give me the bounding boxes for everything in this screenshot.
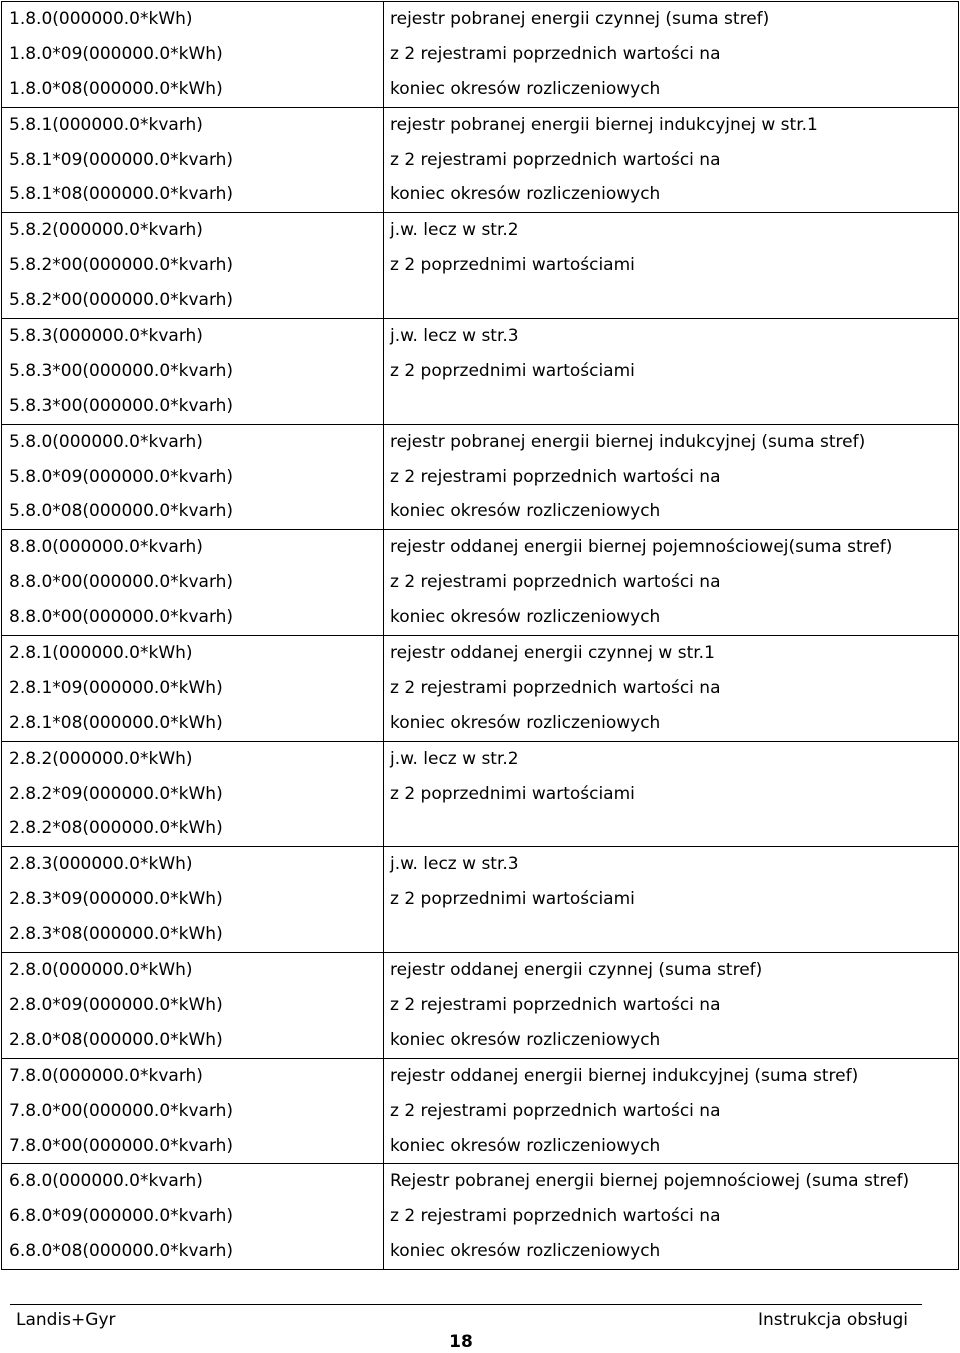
register-description-cell xyxy=(384,2,959,108)
register-code: 7.8.0(000000.0*kvarh) xyxy=(9,1065,203,1086)
register-code: 6.8.0*09(000000.0*kvarh) xyxy=(9,1206,234,1227)
table-row xyxy=(2,636,959,742)
register-description-cell xyxy=(384,107,959,213)
register-code: 5.8.0(000000.0*kvarh) xyxy=(9,431,203,452)
register-table-body xyxy=(2,2,959,1270)
register-code: 5.8.1*09(000000.0*kvarh) xyxy=(9,149,234,170)
register-description: koniec okresów rozliczeniowych xyxy=(390,78,661,99)
table-row xyxy=(2,424,959,530)
register-description: rejestr oddanej energii czynnej w str.1 xyxy=(390,643,715,664)
register-codes-cell xyxy=(2,1164,384,1270)
register-description-cell xyxy=(384,424,959,530)
register-code: 2.8.1*08(000000.0*kWh) xyxy=(9,712,223,733)
register-code: 2.8.0(000000.0*kWh) xyxy=(9,960,193,981)
register-description: j.w. lecz w str.2 xyxy=(390,748,519,769)
register-code: 8.8.0*00(000000.0*kvarh) xyxy=(9,572,234,593)
register-description-cell xyxy=(384,953,959,1059)
register-description-cell xyxy=(384,636,959,742)
register-description: z 2 poprzednimi wartościami xyxy=(390,360,635,381)
register-code: 5.8.2(000000.0*kvarh) xyxy=(9,220,203,241)
register-code: 2.8.3(000000.0*kWh) xyxy=(9,854,193,875)
register-code: 1.8.0(000000.0*kWh) xyxy=(9,9,193,29)
register-code: 6.8.0(000000.0*kvarh) xyxy=(9,1171,203,1192)
table-row xyxy=(2,1058,959,1164)
register-description xyxy=(384,389,958,424)
register-code: 6.8.0*08(000000.0*kvarh) xyxy=(9,1241,234,1262)
footer-document-title: Instrukcja obsługi xyxy=(758,1310,908,1330)
table-row xyxy=(2,2,959,108)
register-description: z 2 poprzednimi wartościami xyxy=(390,889,635,910)
register-description: rejestr pobranej energii biernej indukcyjnej w str.1 xyxy=(390,114,818,135)
register-description: z 2 poprzednimi wartościami xyxy=(390,783,635,804)
register-description: koniec okresów rozliczeniowych xyxy=(390,607,661,628)
register-code: 2.8.2*08(000000.0*kWh) xyxy=(9,818,223,839)
register-code: 5.8.1*08(000000.0*kvarh) xyxy=(9,184,234,205)
register-description: z 2 rejestrami poprzednich wartości na xyxy=(390,466,721,487)
register-code: 1.8.0*08(000000.0*kWh) xyxy=(9,78,223,99)
register-description: rejestr pobranej energii biernej indukcyjnej (suma stref) xyxy=(390,431,866,452)
register-description: koniec okresów rozliczeniowych xyxy=(390,184,661,205)
register-description: z 2 poprzednimi wartościami xyxy=(390,255,635,276)
register-description: rejestr oddanej energii biernej pojemnościowej(suma stref) xyxy=(390,537,893,558)
register-description: koniec okresów rozliczeniowych xyxy=(390,1029,661,1050)
register-codes-cell xyxy=(2,319,384,425)
table-row xyxy=(2,213,959,319)
register-description: rejestr pobranej energii czynnej (suma stref) xyxy=(390,9,770,29)
register-code: 5.8.0*09(000000.0*kvarh) xyxy=(9,466,234,487)
table-row xyxy=(2,107,959,213)
register-code: 8.8.0*00(000000.0*kvarh) xyxy=(9,607,234,628)
register-code: 2.8.3*09(000000.0*kWh) xyxy=(9,889,223,910)
register-description-cell xyxy=(384,319,959,425)
register-table xyxy=(1,1,959,1270)
footer-company: Landis+Gyr xyxy=(16,1310,116,1330)
register-code: 2.8.0*09(000000.0*kWh) xyxy=(9,994,223,1015)
register-description: j.w. lecz w str.2 xyxy=(390,220,519,241)
table-row xyxy=(2,319,959,425)
register-code: 2.8.2*09(000000.0*kWh) xyxy=(9,783,223,804)
register-description: Rejestr pobranej energii biernej pojemnościowej (suma stref) xyxy=(390,1171,910,1192)
register-codes-cell xyxy=(2,530,384,636)
register-description-cell xyxy=(384,847,959,953)
register-description xyxy=(384,811,958,846)
register-code: 7.8.0*00(000000.0*kvarh) xyxy=(9,1100,234,1121)
register-description-cell xyxy=(384,741,959,847)
register-description: koniec okresów rozliczeniowych xyxy=(390,712,661,733)
register-code: 5.8.2*00(000000.0*kvarh) xyxy=(9,255,234,276)
table-row xyxy=(2,741,959,847)
register-description: z 2 rejestrami poprzednich wartości na xyxy=(390,1206,721,1227)
register-code: 2.8.1(000000.0*kWh) xyxy=(9,643,193,664)
register-code: 5.8.2*00(000000.0*kvarh) xyxy=(9,290,234,311)
table-row xyxy=(2,1164,959,1270)
footer-divider xyxy=(10,1304,922,1305)
register-description: rejestr oddanej energii czynnej (suma stref) xyxy=(390,960,763,981)
register-code: 5.8.0*08(000000.0*kvarh) xyxy=(9,501,234,522)
register-description xyxy=(384,283,958,318)
register-description-cell xyxy=(384,213,959,319)
register-code: 1.8.0*09(000000.0*kWh) xyxy=(9,43,223,64)
register-description: z 2 rejestrami poprzednich wartości na xyxy=(390,677,721,698)
table-row xyxy=(2,953,959,1059)
register-description: rejestr oddanej energii biernej indukcyjnej (suma stref) xyxy=(390,1065,859,1086)
register-description-cell xyxy=(384,1058,959,1164)
register-code: 2.8.2(000000.0*kWh) xyxy=(9,748,193,769)
register-description-cell xyxy=(384,1164,959,1270)
register-codes-cell xyxy=(2,2,384,108)
register-description: koniec okresów rozliczeniowych xyxy=(390,1135,661,1156)
register-code: 5.8.1(000000.0*kvarh) xyxy=(9,114,203,135)
table-row xyxy=(2,847,959,953)
register-code: 7.8.0*00(000000.0*kvarh) xyxy=(9,1135,234,1156)
register-codes-cell xyxy=(2,847,384,953)
page-number: 18 xyxy=(449,1332,473,1352)
register-description: z 2 rejestrami poprzednich wartości na xyxy=(390,572,721,593)
register-description: z 2 rejestrami poprzednich wartości na xyxy=(390,1100,721,1121)
register-codes-cell xyxy=(2,741,384,847)
table-row xyxy=(2,530,959,636)
register-code: 2.8.0*08(000000.0*kWh) xyxy=(9,1029,223,1050)
register-description: z 2 rejestrami poprzednich wartości na xyxy=(390,149,721,170)
register-description: koniec okresów rozliczeniowych xyxy=(390,1241,661,1262)
register-codes-cell xyxy=(2,1058,384,1164)
register-description xyxy=(384,917,958,952)
register-code: 2.8.1*09(000000.0*kWh) xyxy=(9,677,223,698)
register-codes-cell xyxy=(2,953,384,1059)
register-code: 5.8.3*00(000000.0*kvarh) xyxy=(9,395,234,416)
register-description: koniec okresów rozliczeniowych xyxy=(390,501,661,522)
register-code: 5.8.3*00(000000.0*kvarh) xyxy=(9,360,234,381)
register-description: j.w. lecz w str.3 xyxy=(390,854,519,875)
register-codes-cell xyxy=(2,636,384,742)
register-code: 5.8.3(000000.0*kvarh) xyxy=(9,326,203,347)
register-description: j.w. lecz w str.3 xyxy=(390,326,519,347)
register-code: 8.8.0(000000.0*kvarh) xyxy=(9,537,203,558)
register-codes-cell xyxy=(2,424,384,530)
register-code: 2.8.3*08(000000.0*kWh) xyxy=(9,924,223,945)
register-codes-cell xyxy=(2,107,384,213)
register-description-cell xyxy=(384,530,959,636)
register-description: z 2 rejestrami poprzednich wartości na xyxy=(390,994,721,1015)
register-codes-cell xyxy=(2,213,384,319)
register-description: z 2 rejestrami poprzednich wartości na xyxy=(390,43,721,64)
